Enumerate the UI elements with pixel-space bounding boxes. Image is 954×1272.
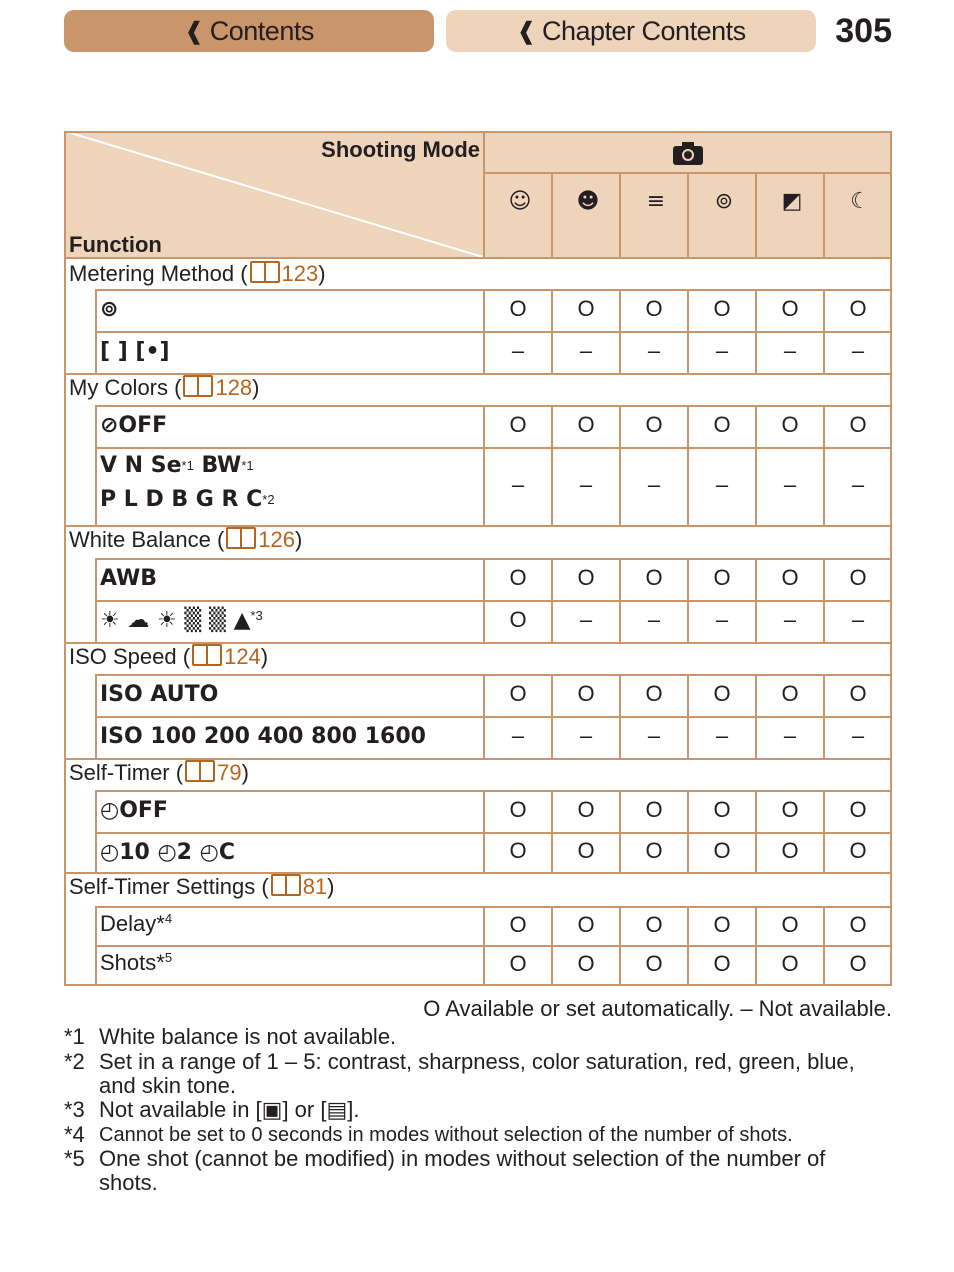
function-table — [64, 131, 892, 986]
availability-mark: O — [645, 412, 663, 437]
availability-mark: O — [645, 797, 663, 822]
monochrome-icon: ◩ — [781, 189, 803, 214]
row-divider — [95, 790, 892, 792]
availability-mark: O — [713, 565, 731, 590]
page-number: 305 — [835, 12, 892, 50]
availability-mark: – — [511, 472, 525, 497]
availability-mark: O — [645, 681, 663, 706]
row-divider — [95, 716, 892, 718]
page-ref-link[interactable]: 79 — [217, 760, 242, 785]
section-title: Self-Timer Settings ( 81) — [69, 874, 335, 899]
row-divider — [95, 674, 892, 676]
availability-mark: O — [849, 797, 867, 822]
availability-mark: O — [645, 912, 663, 937]
row-divider — [95, 600, 892, 602]
back-arrow-icon: ❰ — [516, 17, 536, 45]
row-divider — [95, 832, 892, 834]
availability-mark: – — [715, 607, 729, 632]
section-title: Metering Method ( 123) — [69, 261, 326, 286]
page-ref-link[interactable]: 128 — [215, 375, 253, 400]
section-title: My Colors ( 128) — [69, 375, 260, 400]
table-row-label: ☀ ☁ ☀ ▒ ▒ ▲$^{*3}$ — [100, 608, 263, 633]
availability-mark: – — [579, 472, 593, 497]
row-divider — [95, 906, 892, 908]
book-icon — [250, 261, 280, 283]
page-ref-link[interactable]: 126 — [258, 527, 296, 552]
page-ref-link[interactable]: 124 — [224, 644, 261, 669]
availability-mark: – — [715, 472, 729, 497]
table-row-label: ◴10 ◴2 ◴C — [100, 840, 235, 865]
availability-mark: O — [577, 797, 595, 822]
row-divider — [95, 289, 892, 291]
availability-mark: – — [647, 607, 661, 632]
availability-mark: O — [577, 912, 595, 937]
availability-mark: O — [781, 412, 799, 437]
availability-mark: O — [577, 681, 595, 706]
chapter-contents-button[interactable] — [446, 10, 816, 52]
page-ref-link[interactable]: 123 — [281, 261, 319, 286]
table-row-label: ◴OFF — [100, 798, 168, 823]
section-title: ISO Speed ( 124) — [69, 644, 269, 669]
availability-mark: – — [851, 338, 865, 363]
availability-mark: – — [783, 338, 797, 363]
availability-mark: O — [713, 951, 731, 976]
availability-mark: O — [713, 681, 731, 706]
availability-mark: O — [645, 565, 663, 590]
table-row-label: ISO AUTO — [100, 682, 219, 707]
face-self-timer-icon: ☻ — [576, 189, 600, 214]
availability-mark: – — [647, 472, 661, 497]
table-legend: O Available or set automatically. – Not available. — [423, 996, 892, 1021]
table-row-label: V N Se$^{*1}$ BW$^{*1}$ P L D B G R $C^{*2}$ — [100, 453, 275, 512]
smart-shutter-icon: ≡ — [646, 189, 666, 214]
availability-mark: O — [577, 565, 595, 590]
shooting-mode-label: Shooting Mode — [321, 137, 480, 162]
page-ref-link[interactable]: 81 — [302, 874, 328, 899]
availability-mark: O — [509, 797, 527, 822]
availability-mark: – — [579, 607, 593, 632]
section-title: Self-Timer ( 79) — [69, 760, 249, 785]
book-icon — [192, 644, 222, 666]
availability-mark: O — [509, 681, 527, 706]
availability-mark: O — [849, 838, 867, 863]
availability-mark: O — [509, 412, 527, 437]
availability-mark: O — [509, 607, 527, 632]
availability-mark: O — [509, 565, 527, 590]
table-row-label: Delay*$^4$ — [100, 911, 173, 936]
table-row-label: ⊚ — [100, 297, 119, 322]
row-indent-line — [95, 790, 97, 872]
book-icon — [185, 760, 215, 782]
availability-mark: O — [577, 412, 595, 437]
portrait-icon: ☺ — [508, 189, 532, 214]
availability-mark: – — [851, 723, 865, 748]
contents-label: Contents — [209, 15, 314, 46]
availability-mark: O — [713, 838, 731, 863]
handheld-night-icon: ☾ — [850, 189, 870, 214]
book-icon — [271, 874, 301, 896]
availability-mark: O — [781, 797, 799, 822]
availability-mark: O — [713, 296, 731, 321]
availability-mark: O — [849, 681, 867, 706]
availability-mark: – — [783, 472, 797, 497]
row-divider — [95, 405, 892, 407]
availability-mark: O — [713, 797, 731, 822]
row-divider — [95, 945, 892, 947]
availability-mark: – — [511, 338, 525, 363]
availability-mark: O — [509, 951, 527, 976]
availability-mark: O — [849, 912, 867, 937]
availability-mark: O — [577, 838, 595, 863]
row-indent-line — [95, 405, 97, 525]
contents-button[interactable] — [64, 10, 434, 52]
availability-mark: O — [577, 951, 595, 976]
table-row-label: ISO 100 200 400 800 1600 — [100, 724, 426, 749]
function-label: Function — [69, 232, 162, 257]
availability-mark: – — [647, 338, 661, 363]
chapter-contents-label: Chapter Contents — [541, 15, 746, 46]
availability-mark: O — [781, 565, 799, 590]
availability-mark: O — [849, 412, 867, 437]
availability-mark: – — [783, 607, 797, 632]
availability-mark: – — [715, 723, 729, 748]
availability-mark: O — [645, 951, 663, 976]
availability-mark: O — [645, 296, 663, 321]
handheld-night-icon: ▣ — [261, 1098, 283, 1123]
section-title: White Balance ( 126) — [69, 527, 303, 552]
availability-mark: O — [781, 296, 799, 321]
table-row-label: AWB — [100, 566, 158, 591]
table-row-label: Shots*$^5$ — [100, 950, 173, 975]
availability-mark: O — [645, 838, 663, 863]
back-arrow-icon: ❰ — [184, 17, 204, 45]
book-icon — [183, 375, 213, 397]
table-row-label: [ ] [•] — [100, 339, 170, 364]
availability-mark: – — [579, 723, 593, 748]
availability-mark: O — [713, 412, 731, 437]
row-divider — [95, 558, 892, 560]
low-light-icon: ⊚ — [714, 189, 734, 214]
availability-mark: – — [851, 472, 865, 497]
availability-mark: O — [849, 951, 867, 976]
availability-mark: O — [849, 565, 867, 590]
availability-mark: O — [509, 912, 527, 937]
book-icon — [226, 527, 256, 549]
availability-mark: O — [509, 838, 527, 863]
table-row-label: ⊘OFF — [100, 413, 168, 438]
monochrome-icon: ▤ — [326, 1098, 348, 1123]
row-divider — [95, 331, 892, 333]
availability-mark: O — [713, 912, 731, 937]
availability-mark: – — [715, 338, 729, 363]
availability-mark: – — [783, 723, 797, 748]
availability-mark: O — [849, 296, 867, 321]
availability-mark: O — [781, 912, 799, 937]
availability-mark: O — [577, 296, 595, 321]
availability-mark: – — [579, 338, 593, 363]
availability-mark: O — [781, 681, 799, 706]
camera-icon — [672, 140, 704, 166]
availability-mark: O — [781, 838, 799, 863]
availability-mark: – — [851, 607, 865, 632]
availability-mark: O — [781, 951, 799, 976]
availability-mark: O — [509, 296, 527, 321]
availability-mark: – — [511, 723, 525, 748]
availability-mark: – — [647, 723, 661, 748]
